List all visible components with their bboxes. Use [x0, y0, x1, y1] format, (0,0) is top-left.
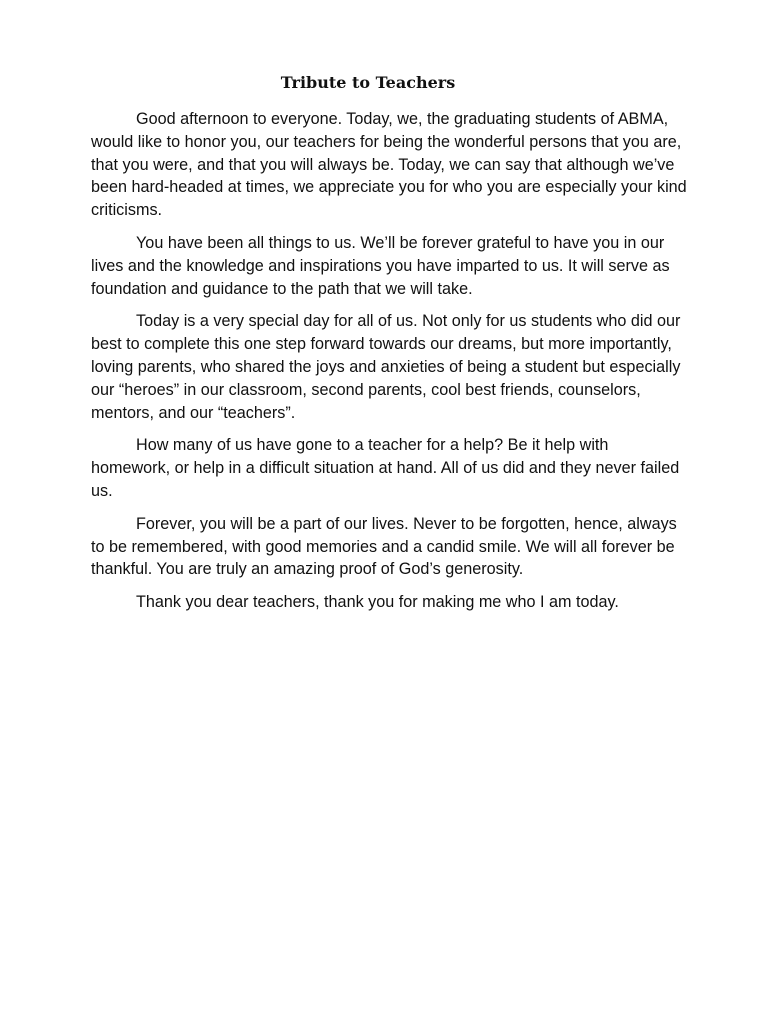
paragraph-2: You have been all things to us. We’ll be forever grateful to have you in our lives and the knowledge and inspirations you have imparted to us. It will serve as foundation and guidance to the path that we will take.	[91, 233, 670, 298]
paragraph-3: Today is a very special day for all of us. Not only for us students who did our best to complete this one step forward towards our dreams, but more importantly, loving parents, who shared the joys and anxieties of being a student but especially our “heroes” in our classroom, second parents, cool best friends, counselors, mentors, and our “teachers”.	[91, 312, 681, 422]
document-body	[91, 108, 687, 624]
document-title: Tribute to Teachers	[280, 73, 456, 92]
paragraph-1: Good afternoon to everyone. Today, we, the graduating students of ABMA, would like to honor you, our teachers for being the wonderful persons that you are, that you were, and that you will always be. Today, we can say that although we’ve been hard-headed at times, we appreciate you for who you are especially your kind criticisms.	[91, 110, 687, 220]
paragraph-4: How many of us have gone to a teacher for a help? Be it help with homework, or help in a difficult situation at hand. All of us did and they never failed us.	[91, 436, 680, 500]
paragraph-5: Forever, you will be a part of our lives. Never to be forgotten, hence, always to be remembered, with good memories and a candid smile. We will all forever be thankful. You are truly an amazing proof of God’s generosity.	[91, 514, 677, 579]
paragraph-6: Thank you dear teachers, thank you for making me who I am today.	[136, 593, 619, 612]
